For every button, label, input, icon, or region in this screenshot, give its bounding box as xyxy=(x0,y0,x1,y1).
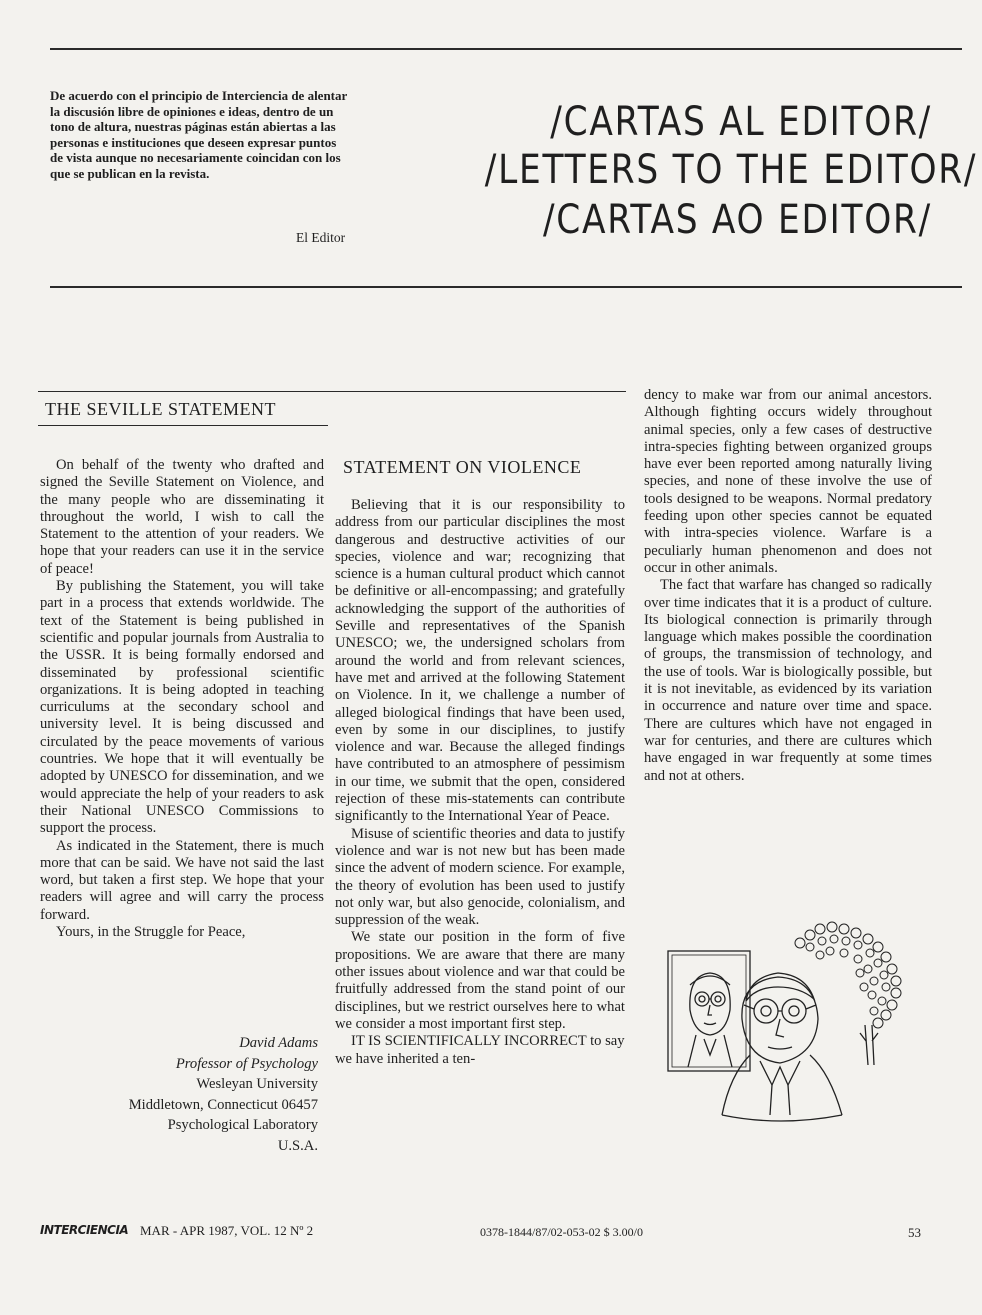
statement-continuation xyxy=(644,387,932,785)
masthead-english: /LETTERS TO THE EDITOR/ xyxy=(484,147,978,193)
statement-body xyxy=(335,497,625,1068)
masthead-portuguese: /CARTAS AO EDITOR/ xyxy=(542,197,932,243)
signature-city: Middletown, Connecticut 06457 xyxy=(128,1096,318,1113)
signature-name: David Adams xyxy=(239,1035,318,1051)
letter-paragraph-1: On behalf of the twenty who drafted and signed the Seville Statement on Violence, and the many people who are disseminating it throughout the world, I wish to call the Statement to the attention of your readers. We hope that your readers can use it in the service of peace! xyxy=(40,457,324,577)
letter-paragraph-2: By publishing the Statement, you will take part in a process that extends worldwide. The text of the Statement is being published in scientific and popular journals from Australia to the USSR. It is being formally endorsed and disseminated by professional scientific organizations. It is being adopted in teaching curriculums at the secondary school and university level. It is being discussed and circulated by the peace movements of various countries. We hope that it will eventually be adopted by UNESCO for dissemination, and we would appreciate the help of your readers to ask their National UNESCO Commissions to support the process. xyxy=(40,578,324,837)
letter-paragraph-3: As indicated in the Statement, there is much more that can be said. We have not said the last word, but taken a first step. We hope that your readers will agree and will carry the process forward. xyxy=(40,837,324,923)
signature-university: Wesleyan University xyxy=(196,1076,318,1092)
top-rule xyxy=(50,48,962,50)
tree-foliage xyxy=(795,922,901,1028)
statement-paragraph-5: dency to make war from our animal ancestors. Although fighting occurs widely throughout animal species, only a few cases of destructive intra-species fighting between organized groups have ever been reported among naturally living species, and none of these involve the use of tools designed to be weapons. Normal predatory feeding upon other species cannot be equated with intra-species violence. Warfare is a peculiarly human phenomenon and does not occur in other animals. xyxy=(644,387,932,576)
statement-paragraph-2: Misuse of scientific theories and data to justify violence and war is not new but has been made since the advent of modern science. For example, the theory of evolution has been used to justify not only war, but also genocide, colonialism, and suppression of the weak. xyxy=(335,825,625,929)
footer-issue: MAR - APR 1987, VOL. 12 Nº 2 xyxy=(140,1223,314,1238)
letter-title-rule-top xyxy=(38,391,626,392)
letter-title-rule-bottom xyxy=(38,425,328,426)
footer-logo: INTERCIENCIA xyxy=(40,1223,129,1237)
statement-paragraph-4: IT IS SCIENTIFICALLY INCORRECT to say we have inherited a ten- xyxy=(335,1033,625,1067)
statement-paragraph-3: We state our position in the form of five propositions. We are aware that there are many other issues about violence and war that could be fruitfully addressed from the stand point of our disciplines, but we restrict ourselves here to what we consider a most important first step. xyxy=(335,929,625,1032)
statement-paragraph-1: Believing that it is our responsibility to address from our particular disciplines the most dangerous and destructive activities of our species, violence and war; recognizing that science is a human cultural product which cannot be definitive or all-encompassing; and gratefully acknowledging the support of the authorities of Seville and representatives of the Spanish UNESCO; we, the undersigned scholars from around the world and from relevant sciences, have met and arrived at the following Statement on Violence. In it, we challenge a number of alleged biological findings that have been used, even by some in our disciplines, to justify violence and war. Because the alleged findings have contributed to an atmosphere of pessimism in our time, we submit that the open, considered rejection of these mis-statements can contribute significantly to the International Year of Peace. xyxy=(335,497,625,825)
letter-body xyxy=(40,457,324,941)
statement-title: STATEMENT ON VIOLENCE xyxy=(343,457,582,477)
letter-title: THE SEVILLE STATEMENT xyxy=(45,399,277,419)
signature-lab: Psychological Laboratory xyxy=(167,1117,318,1133)
signature-title: Professor of Psychology xyxy=(175,1055,318,1072)
statement-paragraph-6: The fact that warfare has changed so radically over time indicates that it is a product of culture. Its biological connection is primarily through language which makes possible the coordination of groups, the transmission of technology, and the use of tools. War is biologically possible, but it is not inevitable, as evidenced by its variation in occurrence and nature over time and space. There are cultures which have not engaged in war for centuries, and there are cultures which have engaged in war frequently at some times and not at others. xyxy=(644,577,932,784)
header-rule xyxy=(50,286,962,288)
editor-note: De acuerdo con el principio de Interciencia de alentar la discusión libre de opiniones e ideas, dentro de un tono de altura, nuestras páginas están abiertas a las personas e instituciones que deseen expresar puntos de vista aunque no necesariamente coincidan con los que se publican en la revista. xyxy=(50,88,348,181)
editor-signature: El Editor xyxy=(296,230,346,245)
masthead-spanish: /CARTAS AL EDITOR/ xyxy=(550,99,932,145)
letter-signature xyxy=(40,1033,318,1156)
letter-closing: Yours, in the Struggle for Peace, xyxy=(56,924,246,941)
page-number: 53 xyxy=(908,1225,921,1240)
portrait-illustration xyxy=(660,915,920,1165)
signature-country: U.S.A. xyxy=(277,1137,318,1154)
footer-code: 0378-1844/87/02-053-02 $ 3.00/0 xyxy=(480,1225,643,1239)
